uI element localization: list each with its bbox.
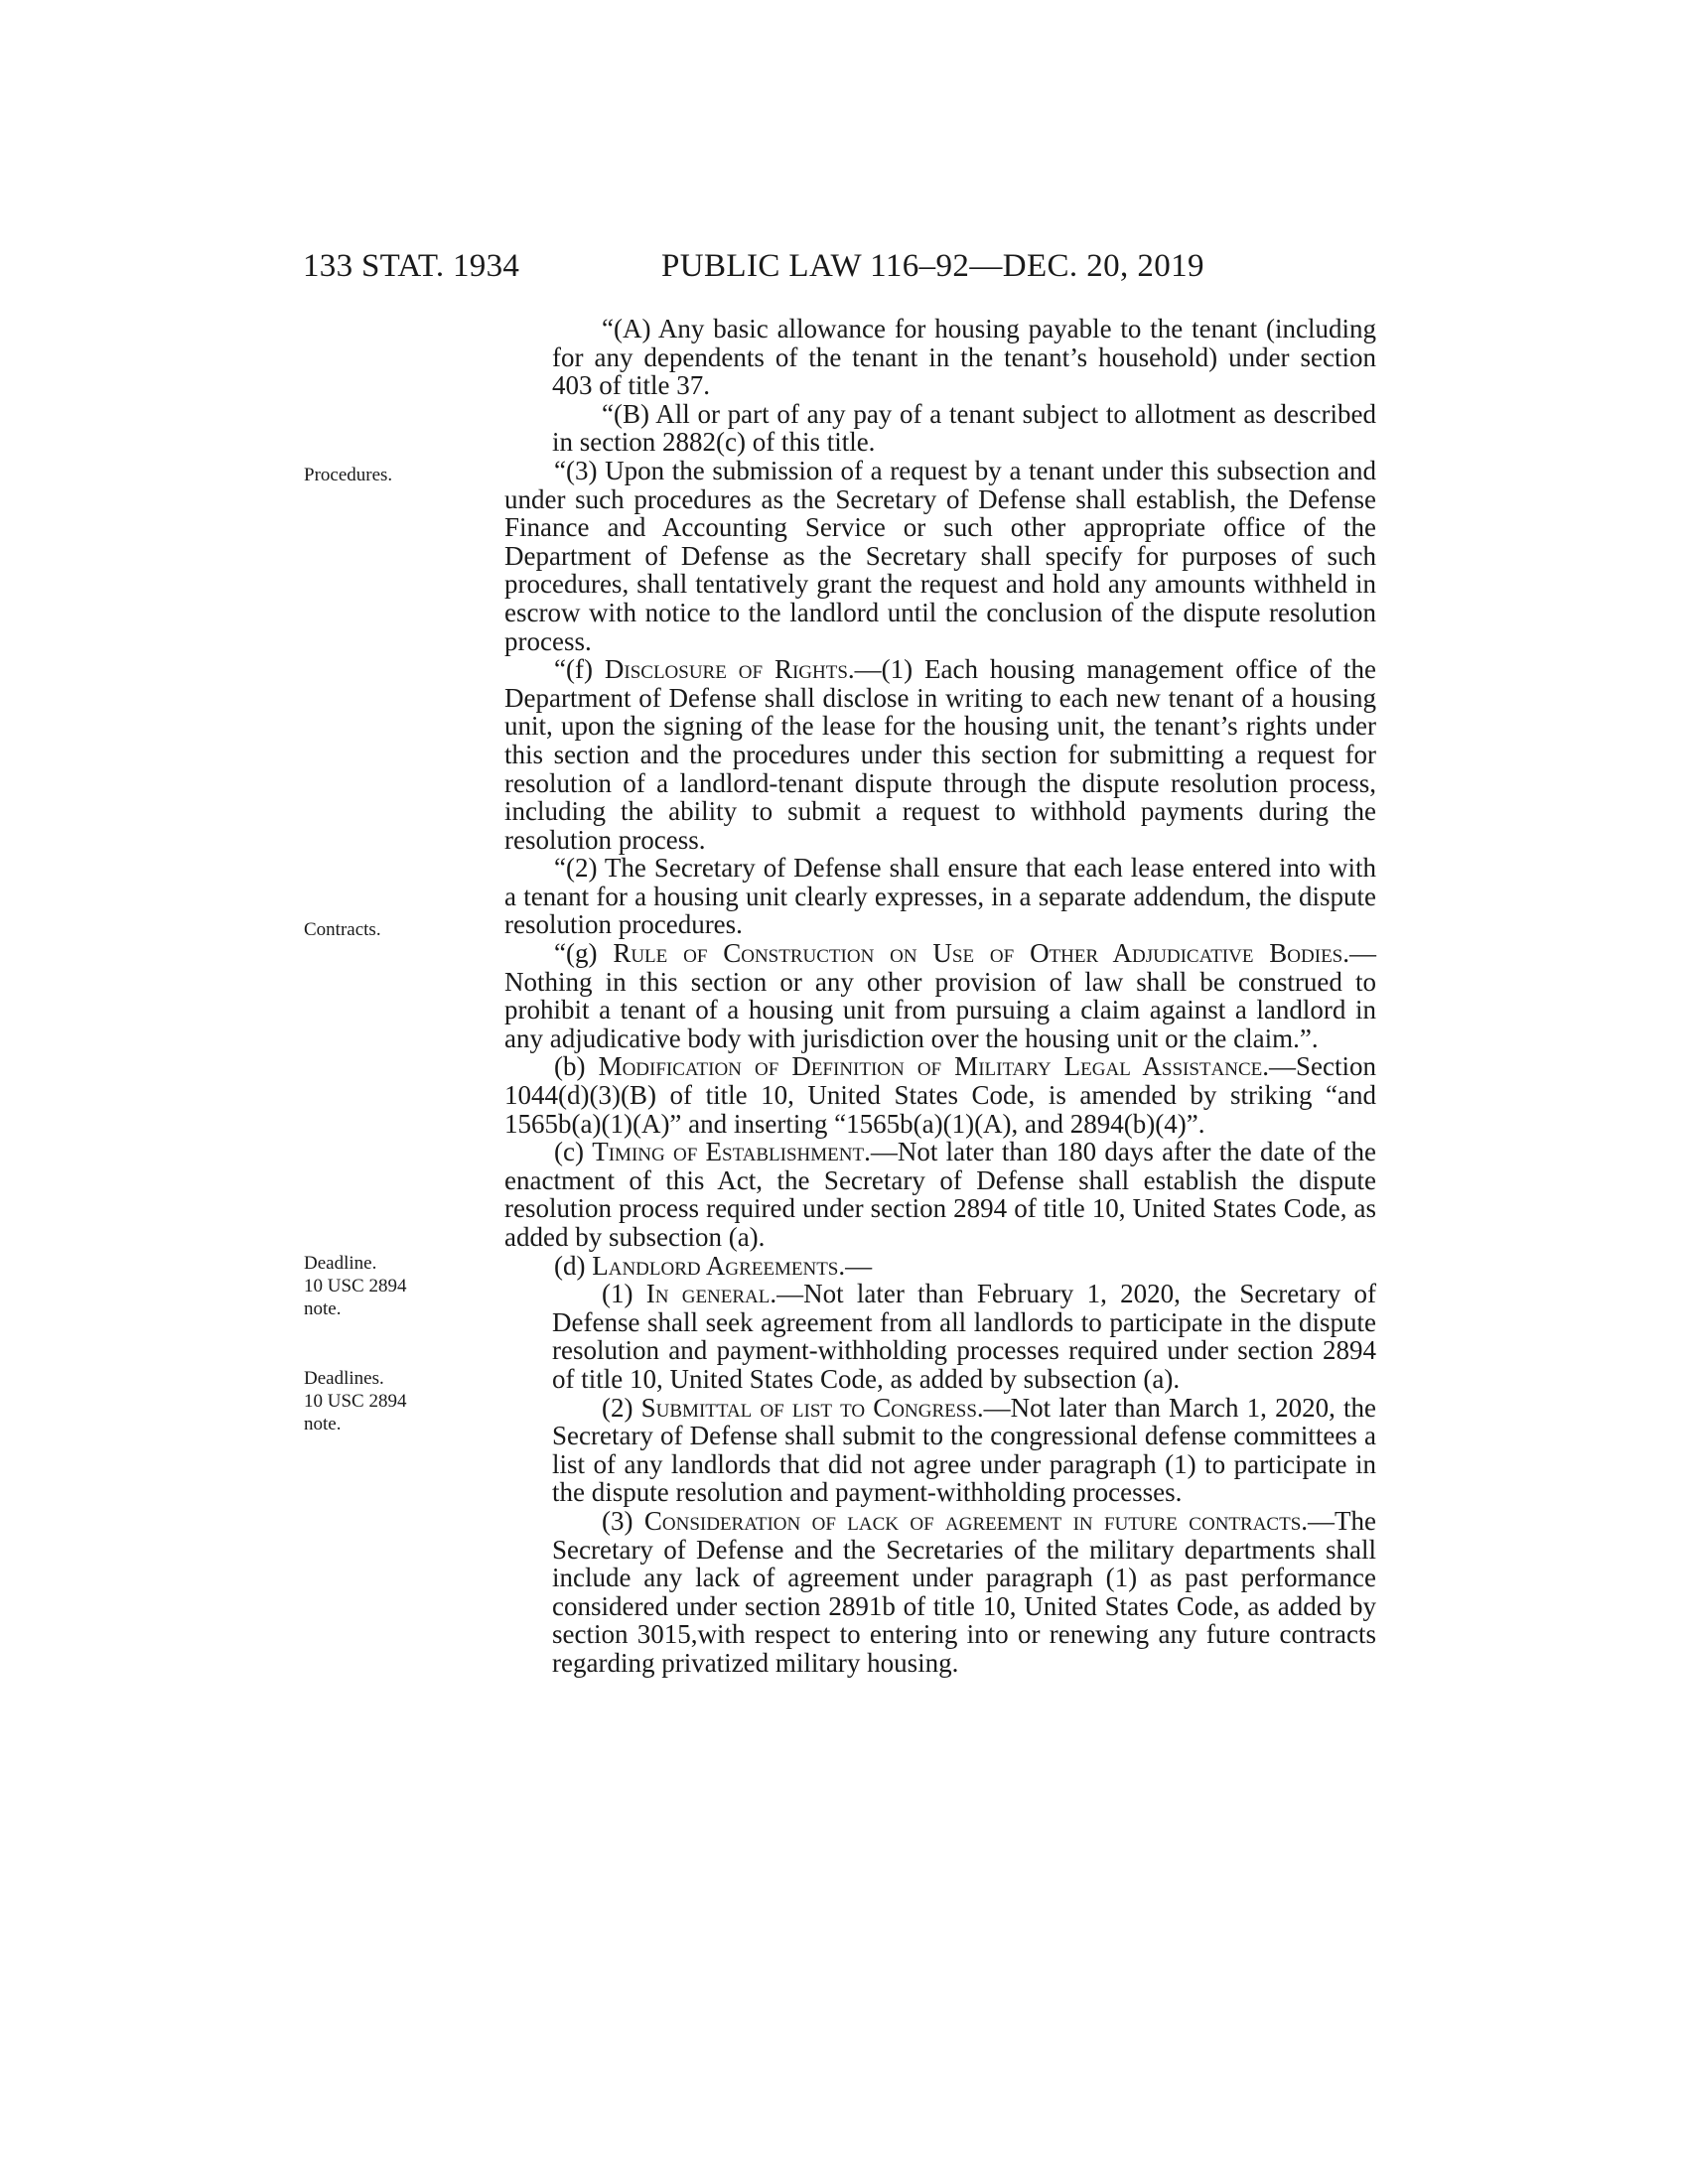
paragraph-c (504, 1138, 1376, 1251)
paragraph-c-lead: (c) (554, 1137, 593, 1167)
margin-note-citation: 10 USC 2894 (304, 1276, 407, 1297)
paragraph-d-text: .— (838, 1250, 873, 1281)
paragraph-d2-heading: Submittal of list to Congress (640, 1392, 977, 1423)
paragraph-d3-lead: (3) (602, 1505, 644, 1536)
margin-note-text: Contracts. (304, 919, 381, 940)
paragraph-d3 (504, 1507, 1376, 1678)
paragraph-d-heading: Landlord Agreements (592, 1250, 839, 1281)
paragraph-d2-lead: (2) (602, 1392, 641, 1423)
paragraph-d2 (504, 1394, 1376, 1507)
paragraph-b-heading: Modification of Definition of Military Legal Assistance (598, 1051, 1263, 1082)
margin-note-citation: 10 USC 2894 (304, 1391, 407, 1412)
margin-note-text: Procedures. (304, 465, 393, 485)
paragraph-d2-text: .—Not later than March 1, 2020, the Secretary of Defense shall submit to the congressional defense committees a list of any landlords that did not agree under paragraph (1) to participate in the dispute resolution and payment-withholding processes. (552, 1392, 1376, 1508)
paragraph-2: “(2) The Secretary of Defense shall ensure that each lease entered into with a tenant for a housing unit clearly expresses, in a separate addendum, the dispute resolution procedures. (504, 853, 1376, 940)
paragraph-d1-lead: (1) (602, 1279, 646, 1309)
page-header (303, 246, 1375, 286)
paragraph-d-lead: (d) (554, 1250, 593, 1281)
body-text (504, 315, 1376, 1678)
margin-note-procedures (304, 464, 433, 486)
margin-note-note: note. (304, 1414, 342, 1434)
paragraph-g-heading: Rule of Construction on Use of Other Adjudicative Bodies (613, 938, 1343, 969)
margin-note-contracts (304, 918, 433, 941)
paragraph-f-text: .—(1) Each housing management office of the Department of Defense shall disclose in writing to each new tenant of a housing unit, upon the signing of the lease for the housing unit, the tenant’s rights under this section and the procedures under this section for submitting a request for resolution of a landlord-tenant dispute through the dispute resolution process, including the ability to submit a request to withhold payments during the resolution process. (504, 654, 1376, 855)
running-title: PUBLIC LAW 116–92—DEC. 20, 2019 (661, 248, 1204, 284)
margin-note-deadline (304, 1252, 433, 1320)
paragraph-b (504, 1052, 1376, 1138)
paragraph-d (504, 1252, 1376, 1281)
paragraph-d1-text: .—Not later than February 1, 2020, the Secretary of Defense shall seek agreement from all landlords to participate in the dispute resolution and payment-withholding processes required under section 2894 of title 10, United States Code, as added by subsection (a). (552, 1279, 1377, 1394)
paragraph-g-lead: “(g) (554, 938, 614, 969)
paragraph-b-lead: (b) (554, 1051, 599, 1082)
paragraph-d1 (504, 1280, 1376, 1393)
paragraph-c-text: .—Not later than 180 days after the date of the enactment of this Act, the Secretary of Defense shall establish the dispute resolution process required under section 2894 of title 10, United States Code, as added by subsection (a). (504, 1137, 1377, 1252)
paragraph-f (504, 655, 1376, 854)
paragraph-A: “(A) Any basic allowance for housing payable to the tenant (including for any dependents of the tenant in the tenant’s household) under section 403 of title 37. (552, 314, 1376, 401)
paragraph-c-heading: Timing of Establishment (592, 1137, 865, 1167)
paragraph-3: “(3) Upon the submission of a request by a tenant under this subsection and under such procedures as the Secretary of Defense shall establish, the Defense Finance and Accounting Service or such other appropriate office of the Department of Defense as the Secretary shall specify for purposes of such procedures, shall tentatively grant the request and hold any amounts withheld in escrow with notice to the landlord until the conclusion of the dispute resolution process. (504, 455, 1376, 656)
paragraph-d3-heading: Consideration of lack of agreement in future contracts (643, 1505, 1302, 1536)
paragraph-g (504, 939, 1376, 1052)
paragraph-b-text: .—Section 1044(d)(3)(B) of title 10, United States Code, is amended by striking “and 1565b(a)(1)(A)” and inserting “1565b(a)(1)(A), and 2894(b)(4)”. (504, 1051, 1377, 1139)
paragraph-d1-heading: In general (645, 1279, 771, 1309)
margin-note-note: note. (304, 1298, 342, 1319)
margin-note-label: Deadlines. (304, 1368, 384, 1389)
paragraph-B: “(B) All or part of any pay of a tenant subject to allotment as described in section 2882(c) of this title. (552, 398, 1376, 458)
paragraph-f-lead: “(f) (554, 654, 605, 685)
margin-note-deadlines (304, 1367, 433, 1435)
paragraph-g-text: .—Nothing in this section or any other provision of law shall be construed to prohibit a tenant of a housing unit from pursuing a claim against a landlord in any adjudicative body with jurisdiction over the housing unit or the claim.”. (504, 938, 1376, 1053)
margin-note-label: Deadline. (304, 1253, 377, 1274)
paragraph-f-heading: Disclosure of Rights (604, 654, 848, 685)
statute-page-number: 133 STAT. 1934 (303, 248, 520, 284)
paragraph-d3-text: .—The Secretary of Defense and the Secretaries of the military departments shall include any lack of agreement under paragraph (1) as past performance considered under section 2891b of title 10, United States Code, as added by section 3015,with respect to entering into or renewing any future contracts regarding privatized military housing. (552, 1505, 1376, 1678)
